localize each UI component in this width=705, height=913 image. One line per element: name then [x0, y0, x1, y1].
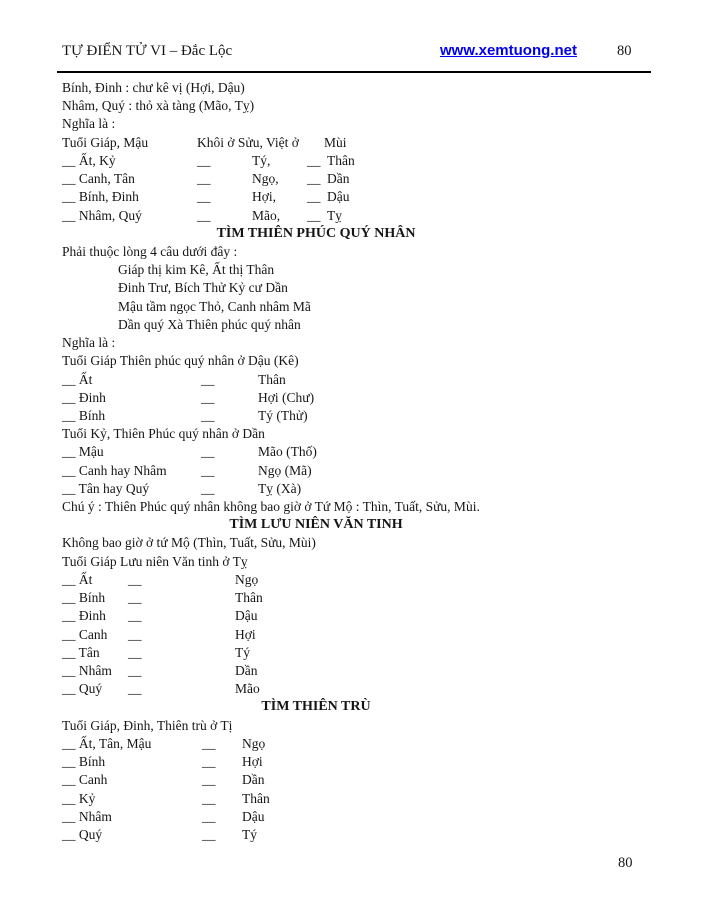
table-row [62, 207, 570, 225]
row-label: __ Đinh [62, 608, 106, 624]
row-label: __ Bính [62, 590, 106, 606]
table-row [62, 644, 570, 662]
row-label: __ Đinh [62, 389, 106, 405]
dash-placeholder: __ [128, 663, 142, 678]
row-value: Dậu [235, 608, 258, 624]
row-value: Tý [242, 826, 257, 842]
row-label: __ Canh [62, 772, 108, 788]
page-number-bottom: 80 [618, 855, 633, 871]
dash-placeholder: __ [202, 826, 216, 842]
row-value: Tý, [252, 152, 271, 168]
row-value: Thân [242, 790, 270, 806]
table-row [62, 626, 570, 644]
row-value: Ngọ [235, 571, 259, 587]
dash-placeholder: __ [128, 644, 142, 660]
table-row [62, 753, 570, 771]
page-number-top: 80 [617, 43, 632, 59]
dash-placeholder: __ [128, 590, 142, 606]
row-value: Hợi (Chư) [258, 389, 315, 405]
row-label: __ Quý [62, 826, 103, 842]
table-row [62, 170, 570, 188]
dash-placeholder: __ [201, 480, 215, 496]
row-value: Mão, [252, 207, 281, 223]
table-row [62, 607, 570, 625]
row-value: Thân [235, 590, 263, 606]
table-row [62, 462, 570, 480]
table-row [62, 443, 570, 461]
row-label: __ Kỷ [62, 790, 96, 806]
row-label: __ Nhâm [62, 663, 112, 678]
row-value: Thân [258, 371, 286, 387]
text-line: Bính, Đinh : chư kê vị (Hợi, Dậu) [62, 80, 245, 95]
row-value: Hợi, [252, 189, 277, 205]
dash-placeholder: __ [197, 171, 211, 187]
dash-placeholder: __ [307, 189, 321, 205]
table-row [62, 407, 570, 425]
verse-line: Đinh Trư, Bích Thử Kỷ cư Dần [118, 280, 288, 296]
row-value: Ngọ [242, 735, 266, 751]
book-title: TỰ ĐIỂN TỬ VI – Đắc Lộc [62, 43, 233, 59]
table-row [62, 662, 570, 680]
row-value: Ngọ (Mã) [258, 462, 312, 478]
table-row [62, 735, 570, 753]
dash-placeholder: __ [307, 171, 321, 187]
row-label: __ Ất, Tân, Mậu [62, 735, 152, 751]
row-label: __ Bính [62, 754, 106, 770]
row-value: Mão [235, 681, 260, 697]
table-row [62, 826, 570, 844]
row-value: Mùi [324, 134, 347, 150]
text-line: Tuổi Giáp Lưu niên Văn tinh ở Tỵ [62, 553, 248, 569]
text-line: Tuổi Giáp, Đinh, Thiên trù ở Tị [62, 717, 233, 733]
section-heading: TÌM THIÊN TRÙ [261, 699, 371, 715]
table-row [62, 589, 570, 607]
table-row [62, 771, 570, 789]
row-value: Dậu [327, 189, 350, 205]
dash-placeholder: __ [202, 735, 216, 751]
dash-placeholder: __ [201, 389, 215, 405]
dash-placeholder: __ [201, 444, 215, 460]
row-value: Thân [327, 152, 355, 168]
row-label: __ Ất [62, 571, 93, 587]
table-row [62, 188, 570, 206]
dash-placeholder: __ [202, 790, 216, 806]
text-line: Không bao giờ ở tứ Mộ (Thìn, Tuất, Sửu, Mùi) [62, 535, 316, 551]
table-row [62, 480, 570, 498]
text-line: Tuổi Kỷ, Thiên Phúc quý nhân ở Dần [62, 426, 265, 442]
row-label: __ Mậu [62, 444, 104, 460]
row-label: __ Canh hay Nhâm [62, 462, 167, 478]
header-divider [57, 71, 651, 73]
row-value: Dần [235, 663, 258, 678]
row-value: Hợi [242, 754, 263, 770]
text-line: Nghĩa là : [62, 116, 116, 132]
row-value: Dần [242, 772, 265, 788]
dash-placeholder: __ [201, 371, 215, 387]
table-row [62, 790, 570, 808]
text-line: Phải thuộc lòng 4 câu dưới đây : [62, 243, 238, 259]
table-row [62, 680, 570, 698]
dash-placeholder: __ [128, 608, 142, 624]
row-value: Mão (Thố) [258, 444, 317, 460]
row-label: __ Bính, Đinh [62, 189, 139, 205]
row-label: __ Tân [62, 644, 100, 660]
row-value: Tỵ [327, 207, 342, 223]
dash-placeholder: __ [128, 626, 142, 642]
dash-placeholder: __ [128, 681, 142, 697]
row-value: Hợi [235, 626, 256, 642]
dash-placeholder: __ [197, 189, 211, 205]
text-line: Nhâm, Quý : thỏ xà tàng (Mão, Tỵ) [62, 98, 255, 114]
dash-placeholder: __ [307, 152, 321, 168]
row-value: Khôi ở Sửu, Việt ở [197, 134, 299, 150]
dash-placeholder: __ [128, 571, 142, 587]
table-row [62, 808, 570, 826]
text-line: Tuổi Giáp Thiên phúc quý nhân ở Dậu (Kê) [62, 353, 299, 369]
verse-line: Giáp thị kim Kê, Ất thị Thân [118, 262, 275, 278]
text-line: Nghĩa là : [62, 335, 116, 351]
dash-placeholder: __ [307, 207, 321, 223]
table-row [62, 152, 570, 170]
row-value: Dậu [242, 808, 265, 824]
row-label: __ Quý [62, 681, 103, 697]
dash-placeholder: __ [202, 772, 216, 788]
dash-placeholder: __ [201, 407, 215, 423]
website-link[interactable]: www.xemtuong.net [440, 42, 577, 59]
row-label: __ Tân hay Quý [62, 480, 150, 496]
dash-placeholder: __ [202, 808, 216, 824]
table-row [62, 389, 570, 407]
table-row [62, 571, 570, 589]
dash-placeholder: __ [197, 152, 211, 168]
verse-line: Mậu tầm ngọc Thỏ, Canh nhâm Mã [118, 298, 311, 314]
dash-placeholder: __ [202, 754, 216, 770]
verse-line: Dần quý Xà Thiên phúc quý nhân [118, 316, 301, 332]
row-label: __ Nhâm [62, 808, 112, 824]
section-heading: TÌM LƯU NIÊN VĂN TINH [229, 517, 403, 533]
row-label: __ Ất, Kỷ [62, 152, 116, 168]
row-value: Dần [327, 171, 350, 187]
row-value: Tỵ (Xà) [258, 480, 302, 496]
row-label: __ Bính [62, 407, 106, 423]
table-row [62, 134, 570, 152]
row-value: Ngọ, [252, 171, 279, 187]
row-value: Tý [235, 644, 250, 660]
row-label: Tuổi Giáp, Mậu [62, 134, 149, 150]
row-label: __ Ất [62, 371, 93, 387]
dash-placeholder: __ [197, 207, 211, 223]
row-label: __ Canh [62, 626, 108, 642]
row-label: __ Canh, Tân [62, 171, 135, 187]
table-row [62, 371, 570, 389]
section-heading: TÌM THIÊN PHÚC QUÝ NHÂN [216, 225, 416, 241]
row-value: Tý (Thử) [258, 407, 308, 423]
text-line: Chú ý : Thiên Phúc quý nhân không bao giờ ở Tứ Mộ : Thìn, Tuất, Sửu, Mùi. [62, 499, 480, 515]
dash-placeholder: __ [201, 462, 215, 478]
page-body [62, 79, 570, 844]
row-label: __ Nhâm, Quý [62, 207, 142, 223]
